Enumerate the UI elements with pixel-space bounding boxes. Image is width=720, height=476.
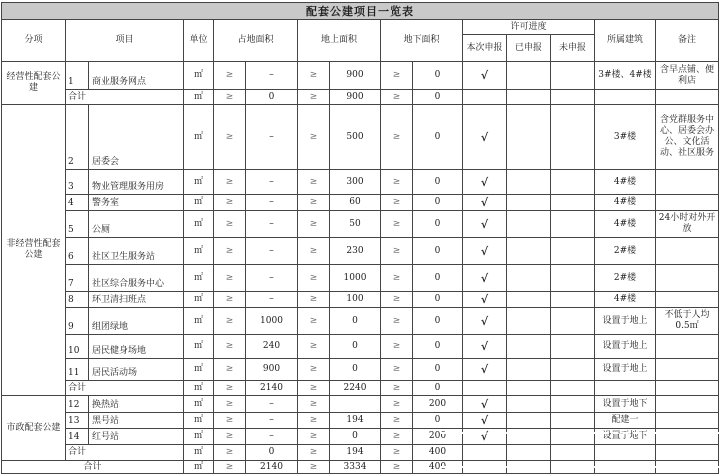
unit: ㎡: [184, 90, 214, 105]
gte-symbol: ≥: [381, 359, 413, 381]
below-area-value: 0: [413, 413, 463, 429]
header-permit: 许可进度: [463, 20, 595, 35]
applied-cell: [507, 359, 551, 381]
pending-cell: [551, 265, 595, 292]
item-name: 黑号站: [89, 413, 184, 429]
gte-symbol: ≥: [214, 335, 246, 359]
note: 24小时对外开放: [656, 211, 719, 238]
occ-area-value: –: [246, 396, 298, 413]
pending-cell: [551, 170, 595, 195]
gte-symbol: ≥: [214, 265, 246, 292]
current-check-icon: √: [463, 429, 507, 445]
item-number: 10: [66, 335, 89, 359]
unit: ㎡: [184, 335, 214, 359]
grand-total-row: [2, 461, 719, 474]
table-row: [2, 292, 719, 308]
building: 设置于地下: [595, 429, 656, 445]
table-row: [2, 195, 719, 211]
gte-symbol: ≥: [298, 461, 330, 474]
gte-symbol: ≥: [381, 381, 413, 396]
above-area-value: 900: [330, 90, 381, 105]
below-area-value: 0: [413, 211, 463, 238]
building: 4#楼: [595, 211, 656, 238]
item-number: 12: [66, 396, 89, 413]
gte-symbol: ≥: [214, 381, 246, 396]
current-check-icon: √: [463, 396, 507, 413]
unit: ㎡: [184, 308, 214, 335]
item-name: 社区综合服务中心: [89, 265, 184, 292]
below-area-value: 0: [413, 265, 463, 292]
gte-symbol: ≥: [214, 461, 246, 474]
item-name: 居委会: [89, 105, 184, 170]
gte-symbol: ≥: [298, 62, 330, 90]
current-check-icon: √: [463, 335, 507, 359]
subtotal-label: 合计: [66, 445, 184, 461]
gte-symbol: ≥: [214, 105, 246, 170]
gte-symbol: ≥: [381, 211, 413, 238]
empty-cell: [656, 381, 719, 396]
gte-symbol: ≥: [298, 381, 330, 396]
pending-cell: [551, 359, 595, 381]
gte-symbol: ≥: [214, 170, 246, 195]
building: 配建一: [595, 413, 656, 429]
item-number: 11: [66, 359, 89, 381]
occ-area-value: –: [246, 195, 298, 211]
subtotal-row: [2, 445, 719, 461]
occ-area-value: –: [246, 238, 298, 265]
below-area-value: 200: [413, 396, 463, 413]
table-row: [2, 238, 719, 265]
note: [656, 429, 719, 445]
unit: ㎡: [184, 413, 214, 429]
gte-symbol: ≥: [381, 238, 413, 265]
applied-cell: [507, 211, 551, 238]
empty-cell: [507, 381, 551, 396]
below-area-value: 0: [413, 335, 463, 359]
gte-symbol: ≥: [214, 308, 246, 335]
empty-cell: [656, 90, 719, 105]
below-area-value: 0: [413, 381, 463, 396]
pending-cell: [551, 308, 595, 335]
occ-area-value: 240: [246, 335, 298, 359]
subtotal-label: 合计: [66, 90, 184, 105]
current-check-icon: √: [463, 238, 507, 265]
occ-area-value: –: [246, 62, 298, 90]
item-name: 公厕: [89, 211, 184, 238]
gte-symbol: ≥: [381, 335, 413, 359]
pending-cell: [551, 195, 595, 211]
empty-cell: [507, 461, 551, 474]
gte-symbol: ≥: [298, 238, 330, 265]
gte-symbol: ≥: [381, 265, 413, 292]
note: [656, 396, 719, 413]
gte-symbol: ≥: [381, 429, 413, 445]
pending-cell: [551, 335, 595, 359]
empty-cell: [463, 445, 507, 461]
table-row: [2, 308, 719, 335]
occ-area-value: –: [246, 170, 298, 195]
gte-symbol: ≥: [298, 105, 330, 170]
empty-cell: [507, 90, 551, 105]
applied-cell: [507, 238, 551, 265]
gte-symbol: ≥: [298, 445, 330, 461]
unit: ㎡: [184, 445, 214, 461]
gte-symbol: ≥: [298, 335, 330, 359]
above-area-value: 230: [330, 238, 381, 265]
below-area-value: 0: [413, 292, 463, 308]
item-number: 6: [66, 238, 89, 265]
pending-cell: [551, 429, 595, 445]
current-check-icon: √: [463, 211, 507, 238]
item-number: 2: [66, 105, 89, 170]
applied-cell: [507, 292, 551, 308]
occ-area-value: 0: [246, 90, 298, 105]
applied-cell: [507, 195, 551, 211]
current-check-icon: √: [463, 292, 507, 308]
above-area-value: 0: [330, 308, 381, 335]
below-area-value: 400: [413, 461, 463, 474]
building: 设置于地上: [595, 335, 656, 359]
item-number: 3: [66, 170, 89, 195]
occ-area-value: –: [246, 413, 298, 429]
note: [656, 265, 719, 292]
header-note: 备注: [656, 20, 719, 62]
item-name: 环卫清扫班点: [89, 292, 184, 308]
empty-cell: [463, 461, 507, 474]
current-check-icon: √: [463, 359, 507, 381]
table-title: 配套公建项目一览表: [2, 3, 719, 20]
item-name: 换热站: [89, 396, 184, 413]
building: 3#楼、4#楼: [595, 62, 656, 90]
item-name: 物业管理服务用房: [89, 170, 184, 195]
empty-cell: [656, 445, 719, 461]
unit: ㎡: [184, 429, 214, 445]
applied-cell: [507, 308, 551, 335]
unit: ㎡: [184, 461, 214, 474]
building: 设置于地上: [595, 359, 656, 381]
note: [656, 195, 719, 211]
item-name: 警务室: [89, 195, 184, 211]
empty-cell: [551, 90, 595, 105]
subtotal-row: [2, 381, 719, 396]
item-number: 7: [66, 265, 89, 292]
below-area-value: 200: [413, 429, 463, 445]
header-category: 分项: [2, 20, 66, 62]
empty-cell: [656, 461, 719, 474]
gte-symbol: ≥: [298, 396, 330, 413]
table-row: [2, 170, 719, 195]
current-check-icon: √: [463, 308, 507, 335]
gte-symbol: ≥: [381, 413, 413, 429]
gte-symbol: ≥: [381, 90, 413, 105]
below-area-value: 0: [413, 308, 463, 335]
current-check-icon: √: [463, 265, 507, 292]
item-name: 商业服务网点: [89, 62, 184, 90]
gte-symbol: ≥: [214, 445, 246, 461]
below-area-value: 0: [413, 195, 463, 211]
below-area-value: 0: [413, 170, 463, 195]
gte-symbol: ≥: [381, 105, 413, 170]
subtotal-row: [2, 90, 719, 105]
table-row: [2, 359, 719, 381]
table-row: [2, 105, 719, 170]
gte-symbol: ≥: [298, 413, 330, 429]
header-above: 地上面积: [298, 20, 381, 62]
occ-area-value: –: [246, 429, 298, 445]
occ-area-value: 1000: [246, 308, 298, 335]
occ-area-value: –: [246, 211, 298, 238]
applied-cell: [507, 335, 551, 359]
applied-cell: [507, 396, 551, 413]
occ-area-value: –: [246, 265, 298, 292]
pending-cell: [551, 396, 595, 413]
empty-cell: [507, 445, 551, 461]
gte-symbol: ≥: [214, 413, 246, 429]
gte-symbol: ≥: [214, 292, 246, 308]
note: 含早点铺、便利店: [656, 62, 719, 90]
gte-symbol: ≥: [214, 62, 246, 90]
unit: ㎡: [184, 381, 214, 396]
note: [656, 292, 719, 308]
note: 不低于人均0.5㎡: [656, 308, 719, 335]
empty-cell: [463, 381, 507, 396]
gte-symbol: ≥: [298, 265, 330, 292]
pending-cell: [551, 62, 595, 90]
above-area-value: 194: [330, 413, 381, 429]
occ-area-value: 2140: [246, 461, 298, 474]
gte-symbol: ≥: [381, 62, 413, 90]
gte-symbol: ≥: [214, 359, 246, 381]
header-item: 项目: [66, 20, 184, 62]
above-area-value: 50: [330, 211, 381, 238]
unit: ㎡: [184, 359, 214, 381]
gte-symbol: ≥: [298, 308, 330, 335]
unit: ㎡: [184, 105, 214, 170]
category-label: 非经营性配套公建: [2, 105, 66, 396]
note: [656, 413, 719, 429]
current-check-icon: √: [463, 195, 507, 211]
building: 设置于地上: [595, 308, 656, 335]
gte-symbol: ≥: [381, 308, 413, 335]
empty-cell: [463, 90, 507, 105]
occ-area-value: 2140: [246, 381, 298, 396]
building: 4#楼: [595, 195, 656, 211]
header-below: 地下面积: [381, 20, 463, 62]
building: 3#楼: [595, 105, 656, 170]
unit: ㎡: [184, 170, 214, 195]
item-number: 13: [66, 413, 89, 429]
table-row: [2, 429, 719, 445]
below-area-value: 0: [413, 62, 463, 90]
building: 4#楼: [595, 292, 656, 308]
below-area-value: 0: [413, 105, 463, 170]
total-label: 合计: [2, 461, 184, 474]
gte-symbol: ≥: [214, 211, 246, 238]
unit: ㎡: [184, 292, 214, 308]
header-building: 所属建筑: [595, 20, 656, 62]
gte-symbol: ≥: [381, 292, 413, 308]
applied-cell: [507, 105, 551, 170]
header-current: 本次申报: [463, 35, 507, 62]
gte-symbol: ≥: [381, 195, 413, 211]
item-number: 8: [66, 292, 89, 308]
building: 设置于地下: [595, 396, 656, 413]
gte-symbol: ≥: [381, 461, 413, 474]
below-area-value: 0: [413, 90, 463, 105]
building: 2#楼: [595, 238, 656, 265]
gte-symbol: ≥: [381, 445, 413, 461]
applied-cell: [507, 413, 551, 429]
item-number: 9: [66, 308, 89, 335]
gte-symbol: ≥: [214, 90, 246, 105]
above-area-value: 60: [330, 195, 381, 211]
header-unit: 单位: [184, 20, 214, 62]
unit: ㎡: [184, 265, 214, 292]
empty-cell: [551, 445, 595, 461]
gte-symbol: ≥: [214, 429, 246, 445]
subtotal-label: 合计: [66, 381, 184, 396]
category-label: 经营性配套公建: [2, 62, 66, 105]
gte-symbol: ≥: [298, 429, 330, 445]
table-row: [2, 335, 719, 359]
current-check-icon: √: [463, 62, 507, 90]
unit: ㎡: [184, 211, 214, 238]
occ-area-value: –: [246, 292, 298, 308]
gte-symbol: ≥: [298, 359, 330, 381]
current-check-icon: √: [463, 105, 507, 170]
pending-cell: [551, 238, 595, 265]
item-name: 居民健身场地: [89, 335, 184, 359]
occ-area-value: 900: [246, 359, 298, 381]
note: [656, 238, 719, 265]
unit: ㎡: [184, 238, 214, 265]
item-name: 居民活动场: [89, 359, 184, 381]
building: 4#楼: [595, 170, 656, 195]
item-name: 红号站: [89, 429, 184, 445]
gte-symbol: ≥: [298, 195, 330, 211]
gte-symbol: ≥: [298, 90, 330, 105]
below-area-value: 400: [413, 445, 463, 461]
note: [656, 170, 719, 195]
below-area-value: 0: [413, 238, 463, 265]
above-area-value: 300: [330, 170, 381, 195]
applied-cell: [507, 429, 551, 445]
empty-cell: [595, 445, 656, 461]
pending-cell: [551, 292, 595, 308]
gte-symbol: ≥: [214, 195, 246, 211]
note: [656, 335, 719, 359]
item-number: 4: [66, 195, 89, 211]
item-name: 组团绿地: [89, 308, 184, 335]
above-area-value: 3334: [330, 461, 381, 474]
current-check-icon: √: [463, 413, 507, 429]
current-check-icon: √: [463, 170, 507, 195]
table-row: [2, 413, 719, 429]
empty-cell: [551, 461, 595, 474]
item-name: 社区卫生服务站: [89, 238, 184, 265]
applied-cell: [507, 62, 551, 90]
pending-cell: [551, 413, 595, 429]
gte-symbol: ≥: [298, 292, 330, 308]
unit: ㎡: [184, 195, 214, 211]
above-area-value: 0: [330, 359, 381, 381]
gte-symbol: ≥: [214, 396, 246, 413]
empty-cell: [595, 381, 656, 396]
below-area-value: 0: [413, 359, 463, 381]
building: 2#楼: [595, 265, 656, 292]
empty-cell: [595, 461, 656, 474]
table-row: [2, 211, 719, 238]
above-area-value: 0: [330, 429, 381, 445]
category-label: 市政配套公建: [2, 396, 66, 461]
facilities-table: [1, 2, 719, 474]
occ-area-value: –: [246, 105, 298, 170]
gte-symbol: ≥: [214, 238, 246, 265]
table-row: [2, 62, 719, 90]
above-area-value: 0: [330, 335, 381, 359]
header-occupied: 占地面积: [214, 20, 298, 62]
above-area-value: 100: [330, 292, 381, 308]
above-area-value: 1000: [330, 265, 381, 292]
header-pending: 未申报: [551, 35, 595, 62]
unit: ㎡: [184, 396, 214, 413]
pending-cell: [551, 211, 595, 238]
gte-symbol: ≥: [381, 170, 413, 195]
applied-cell: [507, 265, 551, 292]
gte-symbol: ≥: [381, 396, 413, 413]
applied-cell: [507, 170, 551, 195]
above-area-value: 500: [330, 105, 381, 170]
unit: ㎡: [184, 62, 214, 90]
above-area-value: 2240: [330, 381, 381, 396]
pending-cell: [551, 105, 595, 170]
empty-cell: [551, 381, 595, 396]
item-number: 1: [66, 62, 89, 90]
empty-cell: [595, 90, 656, 105]
above-area-value: 900: [330, 62, 381, 90]
occ-area-value: 0: [246, 445, 298, 461]
header-applied: 已申报: [507, 35, 551, 62]
gte-symbol: ≥: [298, 211, 330, 238]
item-number: 14: [66, 429, 89, 445]
table-row: [2, 396, 719, 413]
item-number: 5: [66, 211, 89, 238]
note: [656, 359, 719, 381]
above-area-value: [330, 396, 381, 413]
table-row: [2, 265, 719, 292]
note: 含党群服务中心、居委会办公、文化活动、社区服务: [656, 105, 719, 170]
gte-symbol: ≥: [298, 170, 330, 195]
above-area-value: 194: [330, 445, 381, 461]
